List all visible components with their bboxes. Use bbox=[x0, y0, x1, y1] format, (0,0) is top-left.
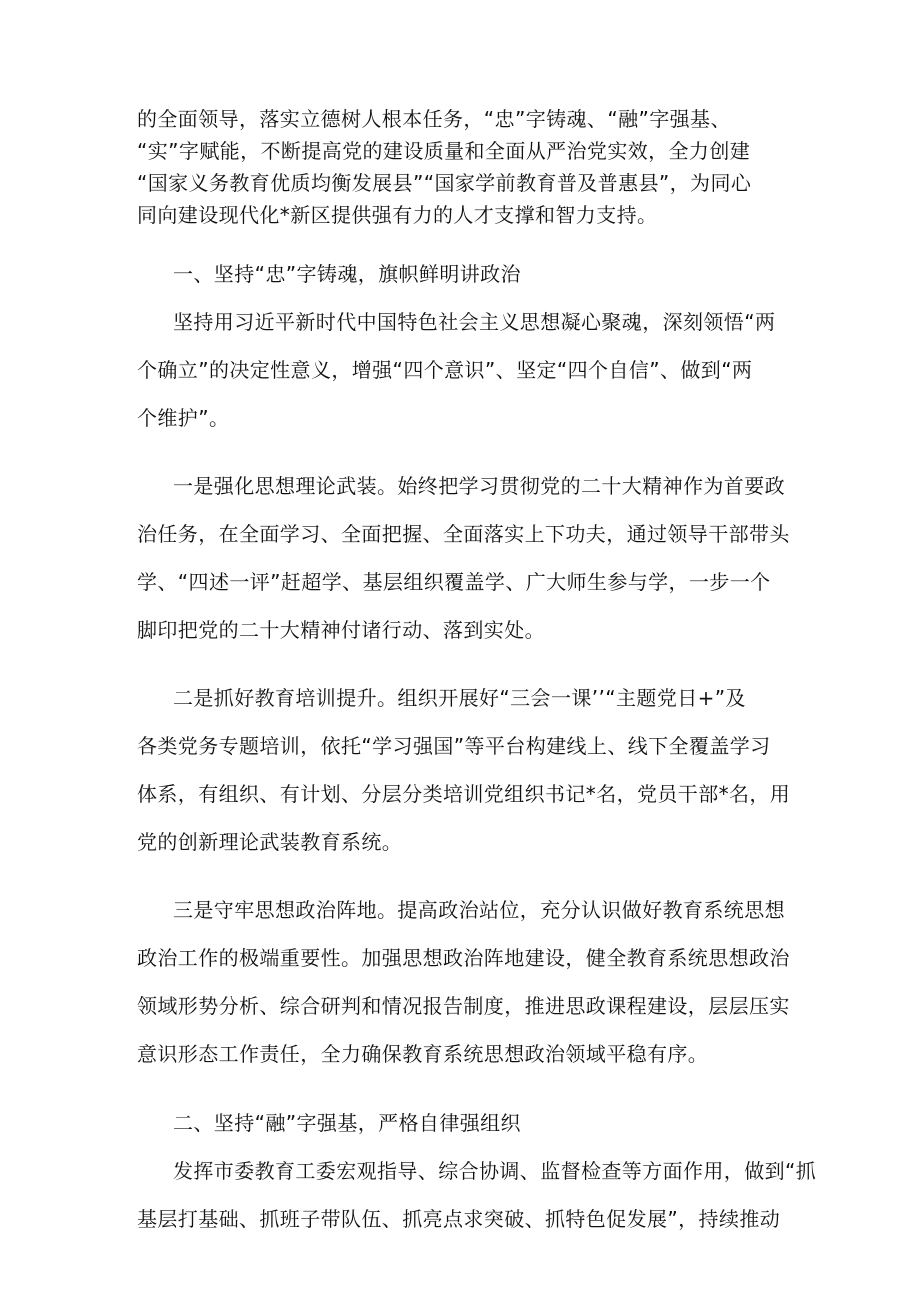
text-line: 基层打基础、抓班子带队伍、抓亮点求突破、抓特色促发展”，持续推动 bbox=[137, 1207, 781, 1231]
text-line: 同向建设现代化*新区提供强有力的人才支撑和智力支持。 bbox=[137, 203, 658, 227]
section2-intro-paragraph bbox=[137, 1147, 817, 1243]
document-body bbox=[137, 103, 817, 1243]
text-line: 二是抓好教育培训提升。组织开展好“三会一课’’“主题党日+”及 bbox=[173, 686, 746, 710]
item1-paragraph bbox=[137, 462, 790, 654]
text-line: 意识形态工作责任，全力确保教育系统思想政治领域平稳有序。 bbox=[137, 1042, 709, 1066]
text-line: 三是守牢思想政治阵地。提高政治站位，充分认识做好教育系统思想 bbox=[173, 898, 785, 922]
text-line: 脚印把党的二十大精神付诸行动、落到实处。 bbox=[137, 618, 545, 642]
text-line: 个维护”。 bbox=[137, 406, 230, 430]
intro-paragraph bbox=[137, 103, 787, 231]
text-line: 的全面领导，落实立德树人根本任务，“忠”字铸魂、“融”字强基、 bbox=[137, 107, 731, 131]
text-line: 一是强化思想理论武装。始终把学习贯彻党的二十大精神作为首要政 bbox=[173, 474, 785, 498]
text-line: 体系，有组织、有计划、分层分类培训党组织书记*名，党员干部*名，用 bbox=[137, 782, 791, 806]
text-line: 学、“四述一评”赶超学、基层组织覆盖学、广大师生参与学，一步一个 bbox=[137, 570, 771, 594]
text-line: 党的创新理论武装教育系统。 bbox=[137, 830, 403, 854]
text-line: 领域形势分析、综合研判和情况报告制度，推进思政课程建设，层层压实 bbox=[137, 994, 790, 1018]
text-line: 各类党务专题培训，依托“学习强国”等平台构建线上、线下全覆盖学习 bbox=[137, 734, 771, 758]
text-line: “实”字赋能，不断提高党的建设质量和全面从严治党实效，全力创建 bbox=[137, 139, 751, 163]
section1-intro-paragraph bbox=[137, 298, 787, 442]
heading-text: 一、坚持“忠”字铸魂，旗帜鲜明讲政治 bbox=[173, 262, 521, 286]
text-line: 治任务，在全面学习、全面把握、全面落实上下功夫，通过领导干部带头 bbox=[137, 522, 790, 546]
section-heading-2 bbox=[137, 1099, 787, 1147]
text-line: 坚持用习近平新时代中国特色社会主义思想凝心聚魂，深刻领悟“两 bbox=[173, 310, 776, 334]
text-line: 发挥市委教育工委宏观指导、综合协调、监督检查等方面作用，做到“抓 bbox=[173, 1159, 817, 1183]
text-line: 个确立”的决定性意义，增强“四个意识”、坚定“四个自信”、做到“两 bbox=[137, 358, 753, 382]
heading-text: 二、坚持“融”字强基，严格自律强组织 bbox=[173, 1111, 521, 1135]
text-line: “国家义务教育优质均衡发展县”“国家学前教育普及普惠县”，为同心 bbox=[137, 171, 752, 195]
item2-paragraph bbox=[137, 674, 791, 866]
item3-paragraph bbox=[137, 886, 790, 1078]
text-line: 政治工作的极端重要性。加强思想政治阵地建设，健全教育系统思想政治 bbox=[137, 946, 790, 970]
section-heading-1 bbox=[137, 250, 787, 298]
